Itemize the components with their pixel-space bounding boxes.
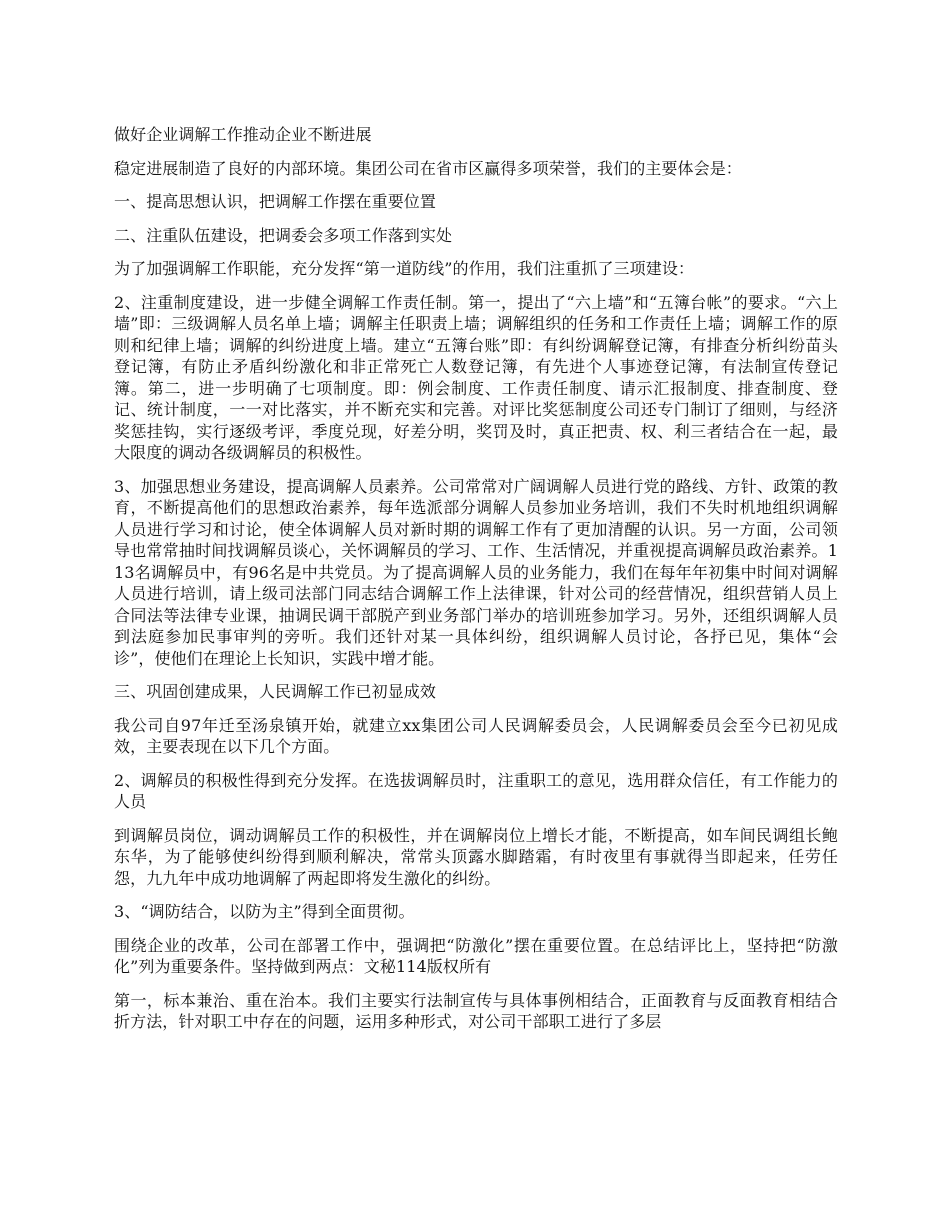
paragraph: 稳定进展制造了良好的内部环境。集团公司在省市区赢得多项荣誉，我们的主要体会是：: [114, 158, 742, 178]
paragraph: 3、“调防结合，以防为主”得到全面贯彻。: [114, 902, 415, 921]
paragraph: 我公司自97年迁至汤泉镇开始，就建立xx集团公司人民调解委员会，人民调解委员会至今已初见成效，主要表现在以下几个方面。: [114, 715, 838, 756]
paragraph: 围绕企业的改革，公司在部署工作中，强调把“防激化”摆在重要位置。在总结评比上，坚持把“防激化”列为重要条件。坚持做到两点：文秘114版权所有: [114, 935, 838, 976]
paragraph: 2、注重制度建设，进一步健全调解工作责任制。第一，提出了“六上墙”和“五簿台帐”的要求。“六上墙”即：三级调解人员名单上墙；调解主任职责上墙；调解组织的任务和工作责任上墙；调解工作的原则和纪律上墙；调解的纠纷进度上墙。建立“五簿台账”即：有纠纷调解登记簿，有排查分析纠纷苗头登记簿，有防止矛盾纠纷激化和非正常死亡人数登记簿，有先进个人事迹登记簿，有法制宣传登记簿。第二，进一步明确了七项制度。即：例会制度、工作责任制度、请示汇报制度、排查制度、登记、统计制度，一一对比落实，并不断充实和完善。对评比奖惩制度公司还专门制订了细则，与经济奖惩挂钩，实行逐级考评，季度兑现，好差分明，奖罚及时，真正把责、权、利三者结合在一起，最大限度的调动各级调解员的积极性。: [114, 292, 838, 462]
document-body: [114, 124, 838, 1045]
paragraph: 2、调解员的积极性得到充分发挥。在选拔调解员时，注重职工的意见，选用群众信任，有工作能力的人员: [114, 770, 838, 811]
document-title: 做好企业调解工作推动企业不断进展: [114, 125, 372, 144]
paragraph: 为了加强调解工作职能，充分发挥“第一道防线”的作用，我们注重抓了三项建设：: [114, 259, 695, 278]
section-heading: 一、提高思想认识，把调解工作摆在重要位置: [114, 192, 437, 211]
section-heading: 二、注重队伍建设，把调委会多项工作落到实处: [114, 225, 453, 245]
section-heading: 三、巩固创建成果，人民调解工作已初显成效: [114, 682, 437, 701]
paragraph: 3、加强思想业务建设，提高调解人员素养。公司常常对广阔调解人员进行党的路线、方针、政策的教育，不断提高他们的思想政治素养，每年选派部分调解人员参加业务培训，我们不失时机地组织调解人员进行学习和讨论，使全体调解人员对新时期的调解工作有了更加清醒的认识。另一方面，公司领导也常常抽时间找调解员谈心，关怀调解员的学习、工作、生活情况，并重视提高调解员政治素养。113名调解员中，有96名是中共党员。为了提高调解人员的业务能力，我们在每年年初集中时间对调解人员进行培训，请上级司法部门同志结合调解工作上法律课，针对公司的经营情况，组织营销人员上合同法等法律专业课，抽调民调干部脱产到业务部门举办的培训班参加学习。另外，还组织调解人员到法庭参加民事审判的旁听。我们还针对某一具体纠纷，组织调解人员讨论，各抒已见，集体“会诊”，使他们在理论上长知识，实践中增才能。: [114, 476, 838, 668]
paragraph: 第一，标本兼治、重在治本。我们主要实行法制宣传与具体事例相结合，正面教育与反面教育相结合折方法，针对职工中存在的问题，运用多种形式，对公司干部职工进行了多层: [114, 990, 838, 1031]
paragraph: 到调解员岗位，调动调解员工作的积极性，并在调解岗位上增长才能，不断提高，如车间民调组长鲍东华，为了能够使纠纷得到顺利解决，常常头顶露水脚踏霜，有时夜里有事就得当即起来，任劳任怨，九九年中成功地调解了两起即将发生激化的纠纷。: [114, 825, 838, 888]
